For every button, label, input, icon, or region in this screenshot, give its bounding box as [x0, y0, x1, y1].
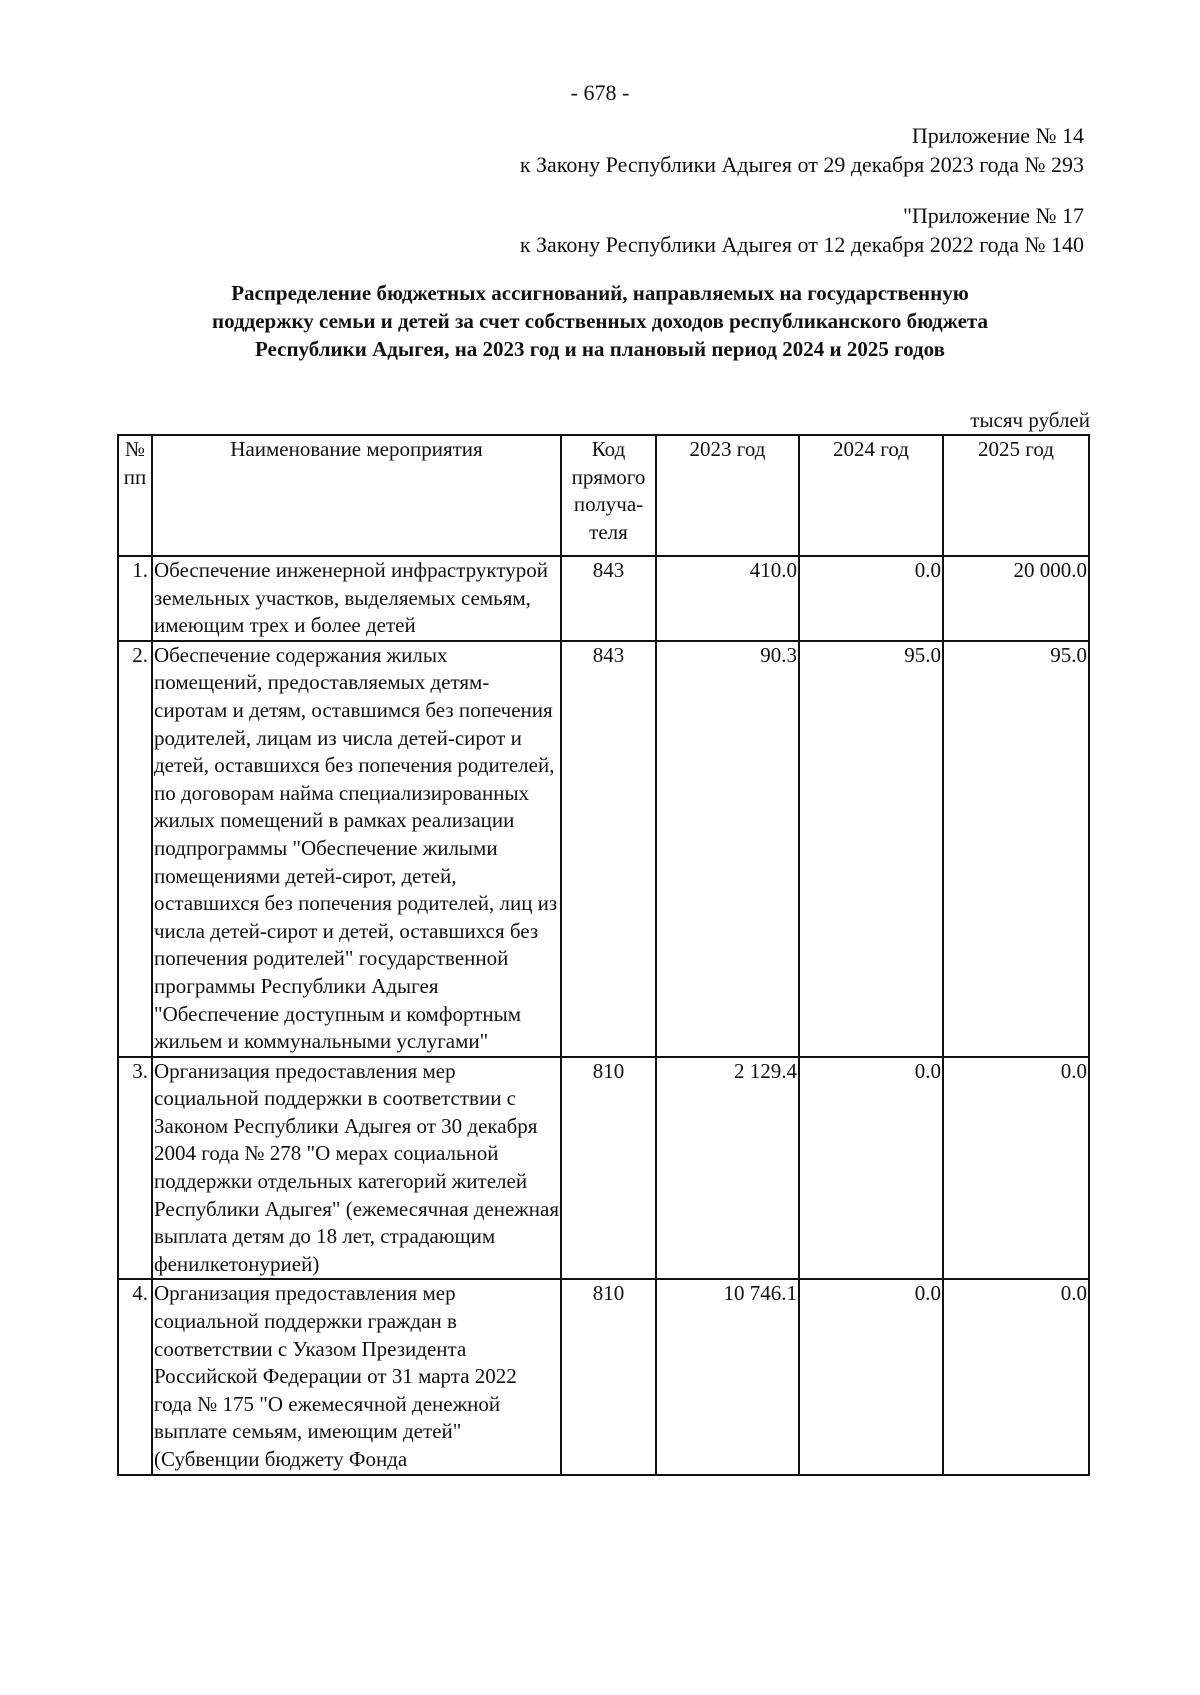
table-header-row	[118, 435, 1089, 556]
appendix-original	[520, 201, 1084, 259]
row-value-2025: 0.0	[943, 1057, 1089, 1280]
header-code: Код прямого получа-теля	[561, 435, 656, 556]
row-value-2024: 0.0	[799, 1057, 943, 1280]
row-value-2024: 0.0	[799, 556, 943, 641]
table-row	[118, 641, 1089, 1057]
row-code: 843	[561, 556, 656, 641]
row-value-2025: 20 000.0	[943, 556, 1089, 641]
row-value-2023: 10 746.1	[656, 1279, 799, 1474]
table-row	[118, 556, 1089, 641]
budget-table	[117, 434, 1090, 1476]
appendix-current-law: к Закону Республики Адыгея от 29 декабря 2023 года № 293	[519, 152, 1084, 177]
title-line-3: Республики Адыгея, на 2023 год и на плановый период 2024 и 2025 годов	[255, 337, 945, 361]
units-label: тысяч рублей	[970, 408, 1090, 432]
row-value-2023: 410.0	[656, 556, 799, 641]
header-2024: 2024 год	[799, 435, 943, 556]
appendix-original-number: "Приложение № 17	[902, 203, 1084, 228]
page-number: - 678 -	[570, 80, 630, 105]
row-value-2024: 95.0	[799, 641, 943, 1057]
row-code: 843	[561, 641, 656, 1057]
row-value-2023: 2 129.4	[656, 1057, 799, 1280]
header-name: Наименование мероприятия	[152, 435, 561, 556]
row-code: 810	[561, 1057, 656, 1280]
row-name: Обеспечение инженерной инфраструктурой земельных участков, выделяемых семьям, имеющим трех и более детей	[152, 556, 561, 641]
row-value-2023: 90.3	[656, 641, 799, 1057]
row-name: Организация предоставления мер социальной поддержки в соответствии с Законом Республики Адыгея от 30 декабря 2004 года № 278 "О мерах социальной поддержки отдельных категорий жителей Республики Адыгея" (ежемесячная денежная выплата детям до 18 лет, страдающим фенилкетонурией)	[152, 1057, 561, 1280]
document-title	[100, 279, 1100, 363]
row-name: Организация предоставления мер социальной поддержки граждан в соответствии с Указом Президента Российской Федерации от 31 марта 2022 года № 175 "О ежемесячной денежной выплате семьям, имеющим детей"(Субвенции бюджету Фонда	[152, 1279, 561, 1474]
table-row	[118, 1279, 1089, 1474]
appendix-original-law: к Закону Республики Адыгея от 12 декабря 2022 года № 140	[519, 232, 1084, 257]
row-code: 810	[561, 1279, 656, 1474]
row-num: 2.	[118, 641, 152, 1057]
header-num: № пп	[118, 435, 152, 556]
row-value-2024: 0.0	[799, 1279, 943, 1474]
title-line-1: Распределение бюджетных ассигнований, направляемых на государственную	[231, 281, 969, 305]
row-num: 4.	[118, 1279, 152, 1474]
row-num: 1.	[118, 556, 152, 641]
appendix-current-number: Приложение № 14	[911, 123, 1084, 148]
header-2025: 2025 год	[943, 435, 1089, 556]
title-line-2: поддержку семьи и детей за счет собственных доходов республиканского бюджета	[212, 309, 988, 333]
row-value-2025: 95.0	[943, 641, 1089, 1057]
row-name: Обеспечение содержания жилых помещений, предоставляемых детям-сиротам и детям, оставшимся без попечения родителей, лицам из числа детей-сирот и детей, оставшихся без попечения родителей, по договорам найма специализированных жилых помещений в рамках реализации подпрограммы "Обеспечение жилыми помещениями детей-сирот, детей, оставшихся без попечения родителей, лиц из числа детей-сирот и детей, оставшихся без попечения родителей" государственной программы Республики Адыгея "Обеспечение доступным и комфортным жильем и коммунальными услугами"	[152, 641, 561, 1057]
row-num: 3.	[118, 1057, 152, 1280]
appendix-current	[520, 121, 1084, 179]
table-row	[118, 1057, 1089, 1280]
row-value-2025: 0.0	[943, 1279, 1089, 1474]
header-2023: 2023 год	[656, 435, 799, 556]
